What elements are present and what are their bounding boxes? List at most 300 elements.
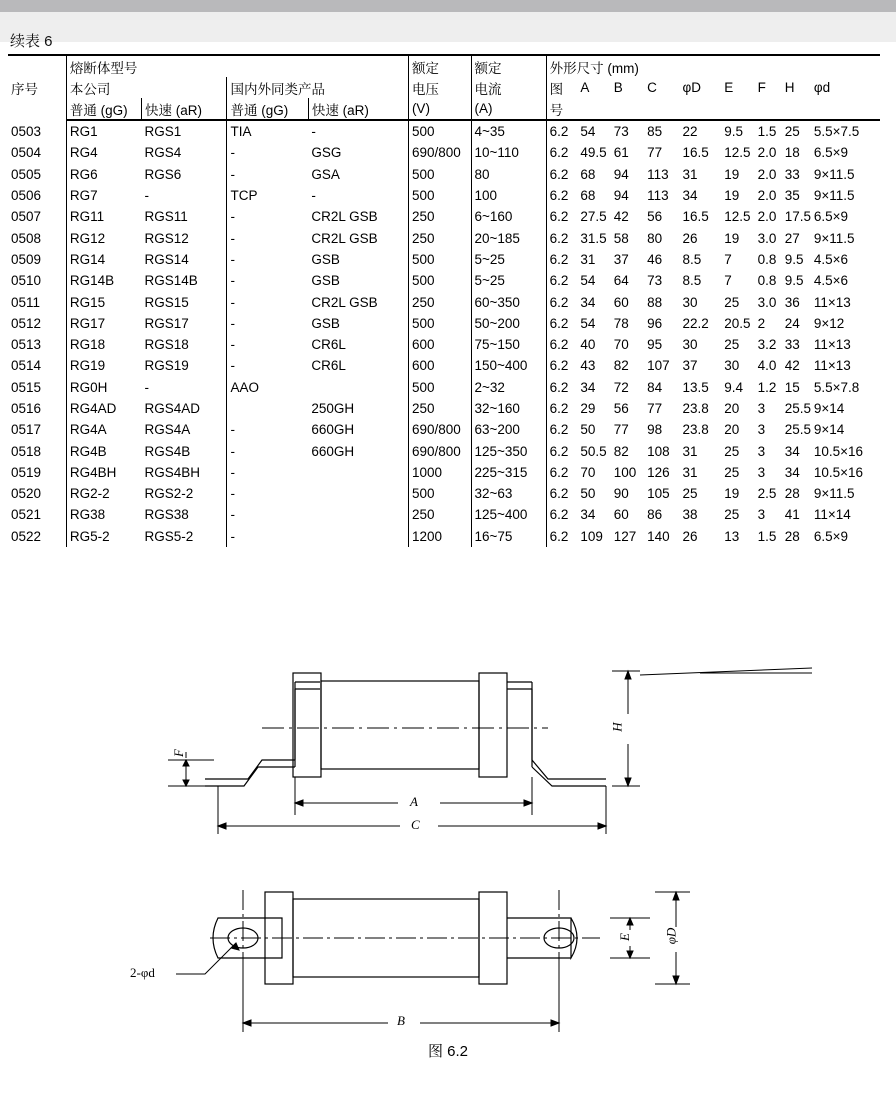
header-rated-current-2: 电流 (471, 77, 546, 98)
header-rated-voltage-2: 电压 (408, 77, 471, 98)
header-our-company: 本公司 (66, 77, 227, 98)
cell-fig: 6.2 (549, 507, 569, 523)
cell-fig: 6.2 (549, 273, 569, 289)
row-number: 0503 (8, 120, 66, 142)
cell-B: 82 (613, 443, 629, 459)
cell-voltage: 500 (408, 483, 471, 504)
cell-fig: 6.2 (549, 251, 569, 267)
cell-dom_fast: CR2L GSB (308, 227, 408, 248)
cell-voltage: 1000 (408, 462, 471, 483)
header-dim-C: C (647, 80, 657, 95)
cell-A: 43 (580, 358, 596, 374)
cell-our_normal: RG11 (69, 209, 105, 225)
header-voltage-unit: (V) (408, 98, 471, 120)
cell-E: 7 (724, 273, 732, 289)
header-dim-F: F (757, 80, 766, 95)
dimension-label-F: F (170, 749, 186, 757)
cell-dom_fast (308, 377, 408, 398)
cell-voltage: 250 (408, 398, 471, 419)
cell-C: 56 (647, 209, 663, 225)
cell-A: 68 (580, 166, 596, 182)
row-number: 0506 (8, 185, 66, 206)
cell-dom_fast (308, 462, 408, 483)
cell-our_fast: RGS15 (141, 291, 227, 312)
cell-A: 31 (580, 251, 596, 267)
cell-voltage: 500 (408, 164, 471, 185)
cell-C: 105 (647, 486, 670, 502)
cell-H: 42 (784, 358, 800, 374)
cell-dom_normal: AAO (230, 379, 259, 395)
cell-phiD: 31 (682, 166, 698, 182)
header-fig-no-2: 号 (546, 98, 577, 120)
cell-A: 50 (580, 422, 596, 438)
cell-dom_fast: CR6L (308, 355, 408, 376)
cell-phid: 9×12 (813, 315, 845, 331)
cell-F: 3.0 (757, 294, 777, 310)
cell-voltage: 600 (408, 355, 471, 376)
cell-F: 1.5 (757, 124, 777, 140)
cell-our_normal: RG15 (69, 294, 106, 310)
cell-dom_fast: GSB (308, 249, 408, 270)
cell-dom_normal: - (230, 422, 235, 438)
cell-voltage: 600 (408, 334, 471, 355)
cell-our_normal: RG2-2 (69, 486, 110, 502)
cell-dom_fast (308, 483, 408, 504)
cell-phid: 9×11.5 (813, 166, 855, 182)
dimension-label-E: E (616, 933, 632, 941)
cell-phiD: 8.5 (682, 273, 702, 289)
cell-F: 2.0 (757, 145, 777, 161)
cell-H: 41 (784, 507, 800, 523)
cell-voltage: 690/800 (408, 419, 471, 440)
cell-our_normal: RG14B (69, 273, 115, 289)
cell-phid: 5.5×7.8 (813, 379, 860, 395)
row-number: 0510 (8, 270, 66, 291)
cell-our_fast: RGS5-2 (141, 526, 227, 547)
cell-our_normal: RG1 (69, 124, 98, 140)
cell-B: 94 (613, 166, 629, 182)
cell-voltage: 250 (408, 206, 471, 227)
cell-H: 25 (784, 124, 800, 140)
dimension-label-C: C (411, 817, 420, 832)
cell-H: 34 (784, 464, 800, 480)
cell-fig: 6.2 (549, 145, 569, 161)
cell-dom_normal: - (230, 358, 235, 374)
cell-dom_fast: 250GH (308, 398, 408, 419)
cell-fig: 6.2 (549, 464, 569, 480)
cell-our_normal: RG4 (69, 145, 98, 161)
cell-dom_normal: TIA (230, 124, 252, 140)
cell-our_fast: RGS18 (141, 334, 227, 355)
cell-B: 90 (613, 486, 629, 502)
cell-F: 3 (757, 401, 766, 416)
cell-fig: 6.2 (549, 188, 569, 204)
cell-C: 98 (647, 422, 663, 438)
cell-phiD: 23.8 (682, 422, 709, 438)
cell-B: 70 (613, 337, 629, 353)
table-row (8, 440, 880, 461)
cell-our_fast: RGS6 (141, 164, 227, 185)
cell-phid: 6.5×9 (813, 209, 849, 225)
cell-fig: 6.2 (549, 209, 569, 225)
cell-F: 2.5 (757, 486, 777, 502)
cell-current: 6~160 (471, 206, 546, 227)
table-row (8, 142, 880, 163)
cell-phiD: 31 (682, 464, 698, 480)
cell-A: 68 (580, 188, 596, 204)
cell-F: 3 (757, 507, 766, 523)
cell-F: 3.0 (757, 230, 777, 246)
cell-fig: 6.2 (549, 443, 569, 459)
cell-phiD: 30 (682, 337, 698, 353)
cell-B: 127 (613, 528, 637, 544)
table-row (8, 120, 880, 142)
table-row (8, 334, 880, 355)
cell-phid: 9×14 (813, 422, 845, 438)
cell-C: 140 (647, 528, 670, 544)
cell-C: 126 (647, 464, 670, 480)
cell-phid: 10.5×16 (813, 464, 864, 480)
row-number: 0515 (8, 377, 66, 398)
cell-A: 40 (580, 337, 596, 353)
cell-phiD: 13.5 (682, 379, 709, 395)
cell-our_fast: RGS4A (141, 419, 227, 440)
cell-voltage: 690/800 (408, 142, 471, 163)
cell-our_fast: RGS4BH (141, 462, 227, 483)
cell-F: 2 (757, 315, 766, 331)
cell-phid: 11×13 (813, 337, 851, 353)
cell-fig: 6.2 (549, 422, 569, 438)
cell-current: 225~315 (471, 462, 546, 483)
cell-phiD: 37 (682, 358, 698, 374)
cell-phid: 9×11.5 (813, 486, 855, 502)
cell-C: 77 (647, 145, 663, 161)
cell-C: 46 (647, 251, 663, 267)
cell-phiD: 16.5 (682, 145, 709, 161)
cell-A: 50 (580, 486, 596, 502)
cell-phiD: 16.5 (682, 209, 709, 225)
cell-dom_normal: - (230, 251, 235, 267)
cell-H: 33 (784, 166, 800, 182)
header-fuse-model: 熔断体型号 (66, 55, 408, 77)
cell-H: 34 (784, 443, 800, 459)
cell-E: 12.5 (724, 209, 751, 225)
cell-dom_fast: CR2L GSB (308, 206, 408, 227)
cell-our_fast: - (141, 377, 227, 398)
cell-our_normal: RG6 (69, 166, 98, 182)
cell-current: 2~32 (471, 377, 546, 398)
cell-F: 3 (757, 443, 766, 459)
cell-A: 31.5 (580, 230, 607, 246)
cell-our_fast: RGS14B (141, 270, 227, 291)
cell-E: 20 (724, 401, 740, 416)
cell-current: 20~185 (471, 227, 546, 248)
cell-H: 27 (784, 230, 800, 246)
cell-H: 15 (784, 379, 800, 395)
cell-current: 32~160 (471, 398, 546, 419)
fuse-drawing-svg (0, 640, 896, 1094)
cell-phid: 4.5×6 (813, 251, 849, 267)
cell-dom_normal: - (230, 230, 235, 246)
dimension-label-H: H (609, 722, 625, 732)
row-number: 0514 (8, 355, 66, 376)
header-normal-1: 普通 (gG) (66, 98, 141, 120)
cell-A: 34 (580, 294, 596, 310)
row-number: 0507 (8, 206, 66, 227)
cell-H: 24 (784, 315, 800, 331)
cell-our_normal: RG7 (69, 188, 98, 204)
table-header-row-3 (8, 98, 880, 120)
table-row (8, 355, 880, 376)
cell-C: 113 (647, 166, 669, 182)
cell-phid: 4.5×6 (813, 273, 849, 289)
spec-table (8, 54, 880, 547)
cell-B: 100 (613, 464, 637, 480)
cell-E: 25 (724, 294, 740, 310)
cell-B: 56 (613, 401, 629, 416)
cell-fig: 6.2 (549, 230, 569, 246)
cell-phiD: 8.5 (682, 251, 702, 267)
cell-H: 28 (784, 528, 800, 544)
cell-E: 19 (724, 188, 740, 204)
row-number: 0509 (8, 249, 66, 270)
cell-A: 109 (580, 528, 603, 544)
header-col-no: 序号 (8, 55, 66, 120)
cell-B: 78 (613, 315, 629, 331)
cell-C: 85 (647, 124, 663, 140)
cell-current: 125~400 (471, 504, 546, 525)
cell-H: 33 (784, 337, 800, 353)
cell-our_fast: - (141, 185, 227, 206)
cell-voltage: 1200 (408, 526, 471, 547)
cell-dom_normal: - (230, 507, 235, 523)
cell-C: 77 (647, 401, 663, 416)
table-row (8, 398, 880, 419)
cell-dom_normal: - (230, 464, 235, 480)
cell-our_normal: RG4BH (69, 464, 117, 480)
cell-phid: 11×13 (813, 294, 851, 310)
cell-voltage: 500 (408, 313, 471, 334)
row-number: 0511 (8, 291, 66, 312)
cell-C: 95 (647, 337, 663, 353)
row-number: 0519 (8, 462, 66, 483)
cell-A: 49.5 (580, 145, 607, 161)
cell-phid: 6.5×9 (813, 145, 849, 161)
cell-B: 60 (613, 507, 629, 523)
cell-C: 88 (647, 294, 663, 310)
cell-dom_fast (308, 526, 408, 547)
header-normal-2: 普通 (gG) (227, 98, 308, 120)
cell-voltage: 690/800 (408, 440, 471, 461)
cell-our_fast: RGS4AD (141, 398, 227, 419)
cell-phid: 11×13 (813, 358, 851, 374)
cell-F: 0.8 (757, 251, 777, 267)
cell-A: 34 (580, 507, 596, 523)
cell-E: 13 (724, 528, 740, 544)
cell-dom_normal: - (230, 145, 235, 161)
cell-fig: 6.2 (549, 166, 569, 182)
cell-dom_fast: - (308, 120, 408, 142)
cell-phiD: 23.8 (682, 401, 709, 416)
cell-E: 12.5 (724, 145, 751, 161)
cell-current: 10~110 (471, 142, 546, 163)
cell-E: 9.5 (724, 124, 744, 140)
cell-our_normal: RG4B (69, 443, 107, 459)
table-row (8, 377, 880, 398)
cell-our_fast: RGS4B (141, 440, 227, 461)
table-row (8, 206, 880, 227)
cell-dom_fast: 660GH (308, 419, 408, 440)
row-number: 0513 (8, 334, 66, 355)
cell-voltage: 250 (408, 227, 471, 248)
header-dim-phid: φd (813, 80, 831, 95)
table-row (8, 462, 880, 483)
cell-fig: 6.2 (549, 337, 569, 353)
cell-F: 3 (757, 464, 766, 480)
cell-our_fast: RGS2-2 (141, 483, 227, 504)
cell-current: 100 (471, 185, 546, 206)
cell-C: 107 (647, 358, 670, 374)
cell-dom_normal: - (230, 528, 235, 544)
table-row (8, 164, 880, 185)
cell-B: 61 (613, 145, 629, 161)
cell-our_fast: RGS4 (141, 142, 227, 163)
cell-dom_fast: - (308, 185, 408, 206)
cell-dom_normal: - (230, 166, 235, 182)
header-dim-spacer (577, 98, 880, 120)
cell-fig: 6.2 (549, 528, 569, 544)
cell-fig: 6.2 (549, 124, 569, 140)
spec-table-container (8, 54, 888, 547)
dimension-label-A: A (410, 794, 418, 809)
cell-fig: 6.2 (549, 379, 569, 395)
cell-our_normal: RG17 (69, 315, 106, 331)
cell-C: 86 (647, 507, 663, 523)
cell-current: 50~200 (471, 313, 546, 334)
header-fast-1: 快速 (aR) (141, 98, 227, 120)
cell-B: 60 (613, 294, 629, 310)
cell-B: 72 (613, 379, 629, 395)
cell-dom_normal: - (230, 209, 235, 225)
cell-dom_normal: - (230, 443, 235, 459)
table-row (8, 313, 880, 334)
dimension-label-phiD: φD (663, 927, 679, 945)
cell-H: 25.5 (784, 422, 811, 438)
cell-F: 1.2 (757, 379, 777, 395)
cell-our_normal: RG0H (69, 379, 108, 395)
cell-E: 19 (724, 230, 740, 246)
cell-A: 54 (580, 124, 596, 140)
table-row (8, 419, 880, 440)
header-domestic-foreign: 国内外同类产品 (227, 77, 408, 98)
header-rated-voltage-1: 额定 (408, 55, 471, 77)
cell-phid: 9×11.5 (813, 230, 855, 246)
cell-F: 3 (757, 422, 766, 438)
figure-drawing (0, 640, 896, 1094)
cell-phiD: 31 (682, 443, 698, 459)
cell-H: 28 (784, 486, 800, 502)
cell-voltage: 250 (408, 291, 471, 312)
cell-current: 32~63 (471, 483, 546, 504)
cell-phiD: 38 (682, 507, 698, 523)
cell-E: 25 (724, 464, 740, 480)
cell-F: 0.8 (757, 273, 777, 289)
cell-B: 42 (613, 209, 629, 225)
cell-current: 75~150 (471, 334, 546, 355)
cell-dom_fast: GSA (308, 164, 408, 185)
cell-B: 58 (613, 230, 629, 246)
table-row (8, 291, 880, 312)
cell-dom_normal: - (230, 337, 235, 353)
header-current-unit: (A) (471, 98, 546, 120)
cell-dom_normal: TCP (230, 188, 258, 204)
cell-phid: 9×14 (813, 401, 845, 416)
cell-our_normal: RG18 (69, 337, 106, 353)
cell-B: 82 (613, 358, 629, 374)
cell-our_normal: RG14 (69, 251, 106, 267)
cell-H: 9.5 (784, 251, 804, 267)
row-number: 0504 (8, 142, 66, 163)
cell-E: 7 (724, 251, 732, 267)
cell-F: 2.0 (757, 209, 777, 225)
cell-phiD: 26 (682, 528, 698, 544)
cell-phiD: 22.2 (682, 315, 709, 331)
cell-phid: 6.5×9 (813, 528, 849, 544)
cell-our_fast: RGS11 (141, 206, 227, 227)
cell-dom_normal: - (230, 315, 235, 331)
row-number: 0512 (8, 313, 66, 334)
row-number: 0522 (8, 526, 66, 547)
cell-fig: 6.2 (549, 486, 569, 502)
cell-phid: 5.5×7.5 (813, 124, 860, 140)
cell-B: 64 (613, 273, 629, 289)
cell-our_fast: RGS14 (141, 249, 227, 270)
figure-caption: 图 6.2 (427, 1043, 469, 1060)
cell-phid: 10.5×16 (813, 443, 864, 459)
cell-current: 80 (471, 164, 546, 185)
header-dim-phiD: φD (682, 80, 702, 95)
cell-H: 17.5 (784, 209, 811, 225)
cell-A: 29 (580, 401, 596, 416)
cell-dom_normal (227, 398, 308, 419)
cell-phiD: 30 (682, 294, 698, 310)
cell-B: 94 (613, 188, 629, 204)
dimension-label-2-phid: 2-φd (130, 965, 155, 980)
table-row (8, 185, 880, 206)
header-fig-no-1: 图 (549, 81, 564, 97)
cell-dom_fast: CR2L GSB (308, 291, 408, 312)
cell-voltage: 500 (408, 120, 471, 142)
cell-phiD: 25 (682, 486, 698, 502)
table-header-row-1 (8, 55, 880, 77)
header-dim-B: B (613, 80, 623, 95)
cell-phiD: 22 (682, 124, 698, 140)
cell-our_normal: RG19 (69, 358, 106, 374)
cell-current: 4~35 (471, 120, 546, 142)
table-row (8, 483, 880, 504)
cell-our_normal: RG38 (69, 507, 106, 523)
cell-H: 25.5 (784, 401, 811, 416)
cell-dom_fast: GSG (308, 142, 408, 163)
cell-fig: 6.2 (549, 294, 569, 310)
dimension-label-B: B (397, 1013, 405, 1028)
table-body (8, 120, 880, 547)
continued-table-title: 续表 6 (10, 33, 53, 50)
cell-dom_normal: - (230, 486, 235, 502)
cell-current: 150~400 (471, 355, 546, 376)
cell-H: 18 (784, 145, 800, 161)
cell-fig: 6.2 (549, 358, 569, 374)
